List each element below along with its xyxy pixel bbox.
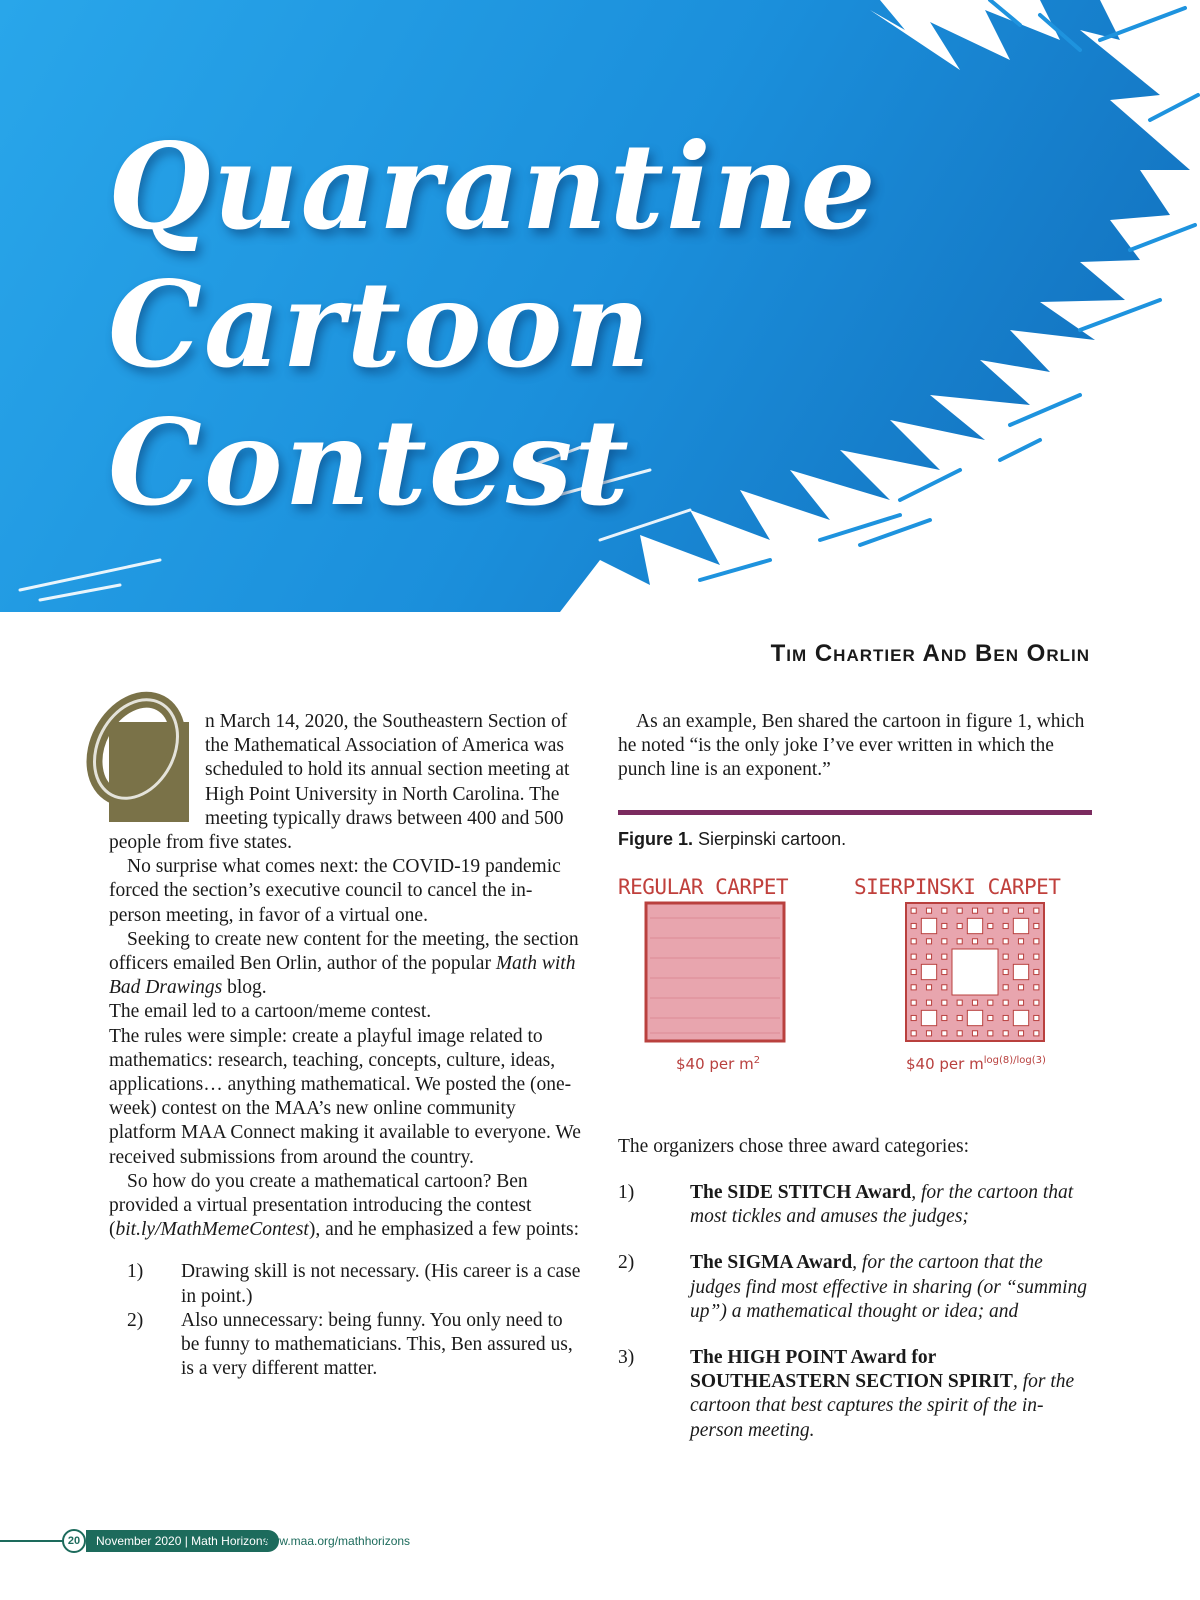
regular-carpet-title: REGULAR CARPET (618, 874, 789, 899)
page-footer (0, 1527, 600, 1555)
paragraph-6 (109, 1170, 584, 1243)
drop-cap (81, 687, 191, 822)
award-text (690, 1181, 1092, 1229)
award-description: , for the cartoon that most tickles and amuses the judges; (690, 1182, 1074, 1228)
right-paragraph-1: As an example, Ben shared the cartoon in figure 1, which he noted “is the only joke I’ve ever written in which the punch line is an exponent.” (618, 711, 1085, 781)
figure-label: Figure 1. (618, 828, 694, 849)
award-text (690, 1346, 1092, 1443)
regular-price-exponent: 2 (753, 1054, 761, 1066)
list-number: 2) (127, 1309, 144, 1331)
award-name: The HIGH POINT Award for SOUTHEASTERN SECTION SPIRIT (690, 1347, 1013, 1393)
regular-price-text: $40 per m (676, 1054, 754, 1073)
award-name: The SIGMA Award (690, 1252, 853, 1274)
paragraph-2: No surprise what comes next: the COVID-19 pandemic forced the section’s executive council to cancel the in-person meeting, in favor of a virtual one. (109, 856, 561, 926)
paragraph-3-start: Seeking to create new content for the meeting, the section officers emailed Ben Orlin, author of the popular (109, 928, 579, 975)
awards-intro: The organizers chose three award categories: (618, 1135, 970, 1157)
paragraph-3 (109, 928, 584, 1001)
award-description: , for the cartoon that the judges find most effective in sharing (or “summing up”) a mathematical thought or idea; and (690, 1252, 1088, 1322)
paragraph-6-end: ), and he emphasized a few points: (308, 1219, 580, 1241)
contest-link[interactable]: bit.ly/MathMemeContest (115, 1219, 309, 1241)
awards-list (618, 1181, 1092, 1443)
list-text: Also unnecessary: being funny. You only need to be funny to mathematicians. This, Ben assured us, is a very different matter. (181, 1309, 573, 1380)
figure-caption (618, 827, 1092, 851)
paragraph-1: n March 14, 2020, the Southeastern Section of the Mathematical Association of America was scheduled to hold its annual section meeting at High Point University in North Carolina. The meeting typically draws between 400 and 500 people from five states. (109, 711, 570, 854)
award-number: 3) (618, 1347, 635, 1369)
title-line-3: Contest (108, 393, 631, 532)
footer-line (0, 1540, 64, 1542)
title-banner (0, 0, 1200, 612)
paragraph-6-start: So how do you create a mathematical cartoon? Ben provided a virtual presentation introducing the contest ( (109, 1170, 532, 1241)
award-number: 2) (618, 1252, 635, 1274)
award-name: The SIDE STITCH Award (690, 1182, 912, 1204)
sierpinski-price-exponent: log(8)/log(3) (983, 1054, 1046, 1066)
award-description: , for the cartoon that best captures the spirit of the in-person meeting. (690, 1371, 1075, 1441)
list-item (109, 1260, 584, 1308)
award-number: 1) (618, 1182, 635, 1204)
list-item (109, 1309, 584, 1382)
list-number: 1) (127, 1261, 144, 1283)
award-item (618, 1251, 1092, 1324)
award-item (618, 1181, 1092, 1229)
left-column (109, 710, 584, 1381)
paragraph-3-end: blog. (222, 977, 267, 999)
figure-caption-text: Sierpinski cartoon. (698, 828, 847, 849)
sierpinski-cartoon (618, 863, 1092, 1093)
sierpinski-price-text: $40 per m (906, 1054, 984, 1073)
title-line-2: Cartoon (108, 255, 653, 394)
title-line-1: Quarantine (108, 117, 878, 256)
sierpinski-carpet-title: SIERPINSKI CARPET (854, 874, 1061, 899)
drop-cap-letter (81, 687, 82, 688)
regular-carpet-price (676, 1049, 760, 1076)
sierpinski-carpet-price (906, 1049, 1046, 1076)
list-text: Drawing skill is not necessary. (His career is a case in point.) (181, 1261, 581, 1307)
page-number: 20 (62, 1529, 86, 1553)
sierpinski-carpet (906, 903, 1044, 1041)
article-title (108, 118, 878, 532)
author-byline: Tim Chartier And Ben Orlin (770, 640, 1090, 667)
paragraph-4: The email led to a cartoon/meme contest. (109, 1001, 432, 1023)
points-list (109, 1260, 584, 1381)
magazine-url[interactable]: www.maa.org/mathhorizons (262, 1534, 411, 1548)
issue-label: November 2020 | Math Horizons (86, 1530, 279, 1552)
paragraph-5: The rules were simple: create a playful image related to mathematics: research, teaching, concepts, culture, ideas, applications… anything mathematical. We posted the (one-week) contest on the MAA’s new online community platform MAA Connect making it available to everyone. We received submissions from around the country. (109, 1025, 581, 1168)
regular-carpet-square (646, 903, 784, 1041)
award-item (618, 1346, 1092, 1443)
drop-cap-o-icon (81, 687, 191, 822)
figure-divider (618, 810, 1092, 815)
right-column (618, 710, 1092, 1465)
award-text (690, 1251, 1092, 1324)
blog-name: Math with Bad Drawings (109, 953, 576, 999)
